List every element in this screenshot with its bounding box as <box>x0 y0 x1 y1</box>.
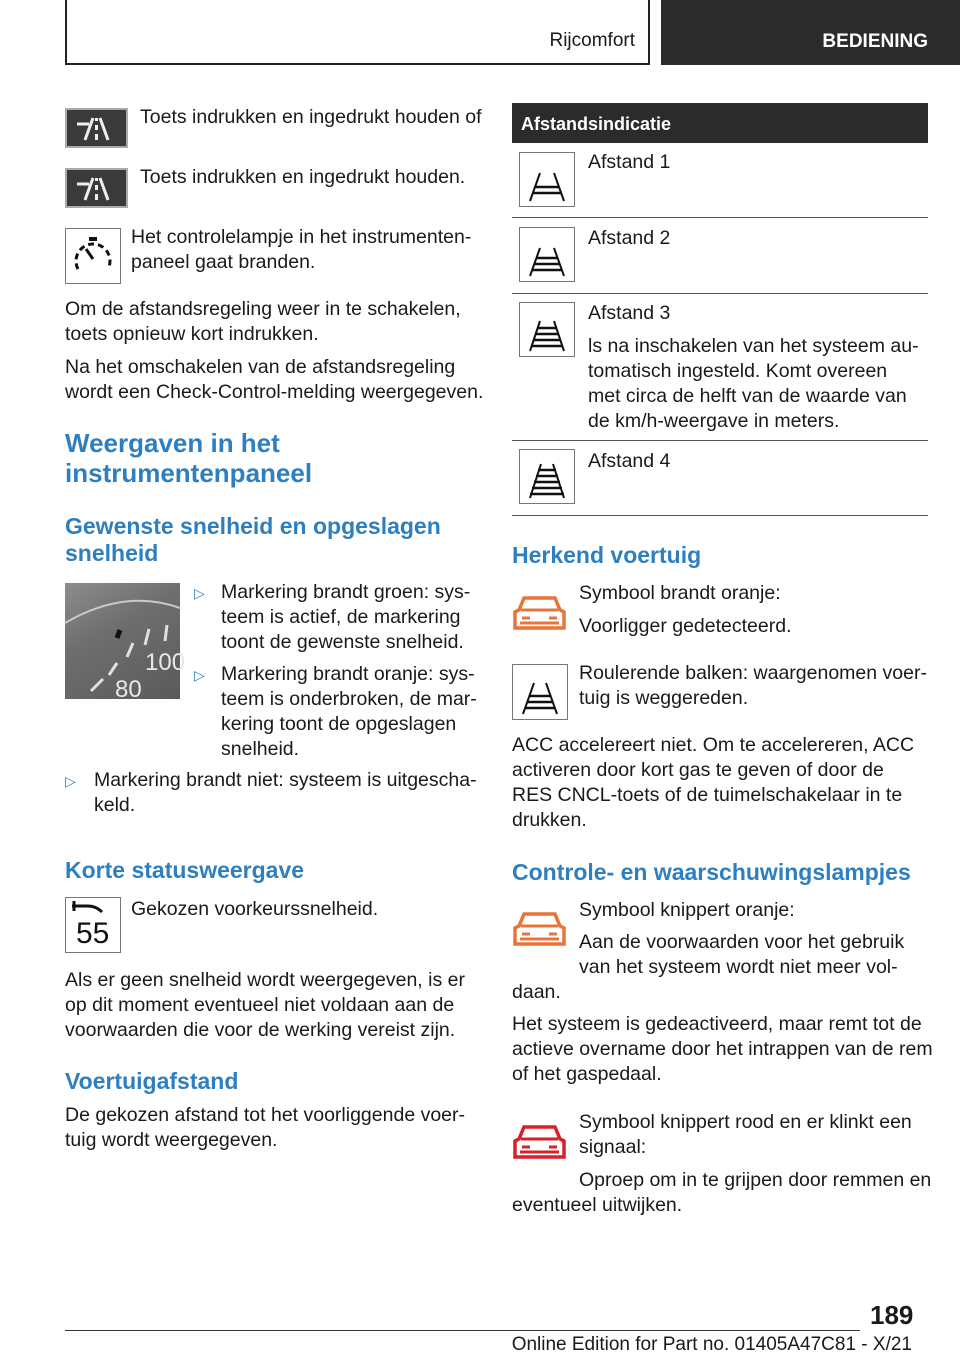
distance-4-icon <box>519 449 575 504</box>
table-divider <box>512 217 928 218</box>
speed-gauge-image <box>65 583 186 703</box>
paragraph-no-speed: Als er geen snelheid wordt weergegeven, is er op dit moment eventueel niet voldaan aan de voorwaarden die voor de werking vereist zijn. <box>65 969 465 1041</box>
footer-divider <box>65 1330 860 1331</box>
gauge-number-100: 100 <box>145 649 186 676</box>
header-chapter-title: BEDIENING <box>822 31 928 52</box>
distance-2-label: Afstand 2 <box>588 227 671 249</box>
footer-edition: Online Edition for Part no. 01405A47C81 - X/21 <box>511 1334 912 1355</box>
bullet-green: Markering brandt groen: sys- teem is actief, de markering toont de gewenste snelheid. <box>221 581 471 653</box>
paragraph-acc: ACC accelereert niet. Om te accelereren, ACC activeren door kort gas te geven of door de RES CNCL-toets of de tuimelschakelaar in te drukken. <box>512 734 915 831</box>
table-divider <box>512 515 928 516</box>
distance-2-icon <box>519 227 575 282</box>
heading-status: Korte statusweergave <box>65 857 305 883</box>
status-text: Gekozen voorkeurssnelheid. <box>131 898 379 920</box>
vehicle-line-2: Voorligger gedetecteerd. <box>579 615 792 637</box>
page-number: 189 <box>870 1300 914 1330</box>
paragraph-distance: De gekozen afstand tot het voorliggende voer- tuig wordt weergegeven. <box>65 1104 466 1151</box>
lane-button-icon <box>65 108 128 148</box>
speed-limit-number: 55 <box>76 917 110 950</box>
blink-line-1: Symbool knippert oranje: <box>579 899 795 921</box>
distance-4-label: Afstand 4 <box>588 450 671 472</box>
heading-desired-speed: Gewenste snelheid en opgeslagen snelheid <box>65 513 441 566</box>
speedometer-icon <box>65 228 121 284</box>
header-chapter-tab <box>661 0 960 65</box>
paragraph-reactivate: Om de afstandsregeling weer in te schakelen, toets opnieuw kort indrukken. <box>65 298 461 345</box>
distance-table-header <box>512 103 928 143</box>
distance-table-title: Afstandsindicatie <box>521 114 672 134</box>
bullet-off: Markering brandt niet: systeem is uitgescha- keld. <box>94 769 477 816</box>
car-orange-blink-icon <box>512 906 567 950</box>
bullet-icon: ▷ <box>194 585 205 601</box>
table-divider <box>512 440 928 441</box>
bullet-orange: Markering brandt oranje: sys- teem is onderbroken, de mar- kering toont de opgeslagen snelheid. <box>221 663 477 760</box>
red-line-3: eventueel uitwijken. <box>512 1194 683 1216</box>
distance-3-note: ls na inschakelen van het systeem au- tomatisch ingesteld. Komt overeen met circa de helft van de waarde van de km/h-weergave in meters. <box>588 335 919 432</box>
distance-3-icon <box>519 302 575 357</box>
red-line-1: Symbool knippert rood en er klinkt een signaal: <box>579 1111 912 1158</box>
heading-vehicle-distance: Voertuigafstand <box>65 1068 239 1094</box>
heading-displays: Weergaven in het instrumentenpaneel <box>65 428 313 488</box>
blink-line-2: Aan de voorwaarden voor het gebruik van het systeem wordt niet meer vol- <box>579 931 905 978</box>
heading-detected-vehicle: Herkend voertuig <box>512 542 702 568</box>
table-divider <box>512 293 928 294</box>
paragraph-deactivated: Het systeem is gedeactiveerd, maar remt tot de actieve overname door het intrappen van de rem of het gaspedaal. <box>512 1013 933 1085</box>
lane-button-icon <box>65 168 128 208</box>
gauge-number-80: 80 <box>115 676 142 703</box>
header-section-title: Rijcomfort <box>549 30 635 51</box>
item-text-3: Het controlelampje in het instrumenten- paneel gaat branden. <box>131 226 472 273</box>
rolling-text: Roulerende balken: waargenomen voer- tuig is weggereden. <box>579 662 927 709</box>
paragraph-check-control: Na het omschakelen van de afstandsregeling wordt een Check-Control-melding weergegeven. <box>65 356 484 403</box>
car-orange-icon <box>512 590 567 634</box>
bullet-icon: ▷ <box>65 773 76 789</box>
bullet-icon: ▷ <box>194 667 205 683</box>
distance-3-label: Afstand 3 <box>588 302 671 324</box>
red-line-2: Oproep om in te grijpen door remmen en <box>579 1169 932 1191</box>
vehicle-line-1: Symbool brandt oranje: <box>579 582 781 604</box>
distance-1-label: Afstand 1 <box>588 151 671 173</box>
rolling-bars-icon <box>512 664 568 720</box>
speed-limit-icon <box>65 897 121 953</box>
item-text-1: Toets indrukken en ingedrukt houden of <box>140 106 482 128</box>
item-text-2: Toets indrukken en ingedrukt houden. <box>140 166 466 188</box>
car-red-icon <box>512 1119 567 1163</box>
heading-warning-lamps: Controle- en waarschuwingslampjes <box>512 859 911 885</box>
blink-line-3: daan. <box>512 981 561 1003</box>
distance-1-icon <box>519 152 575 207</box>
